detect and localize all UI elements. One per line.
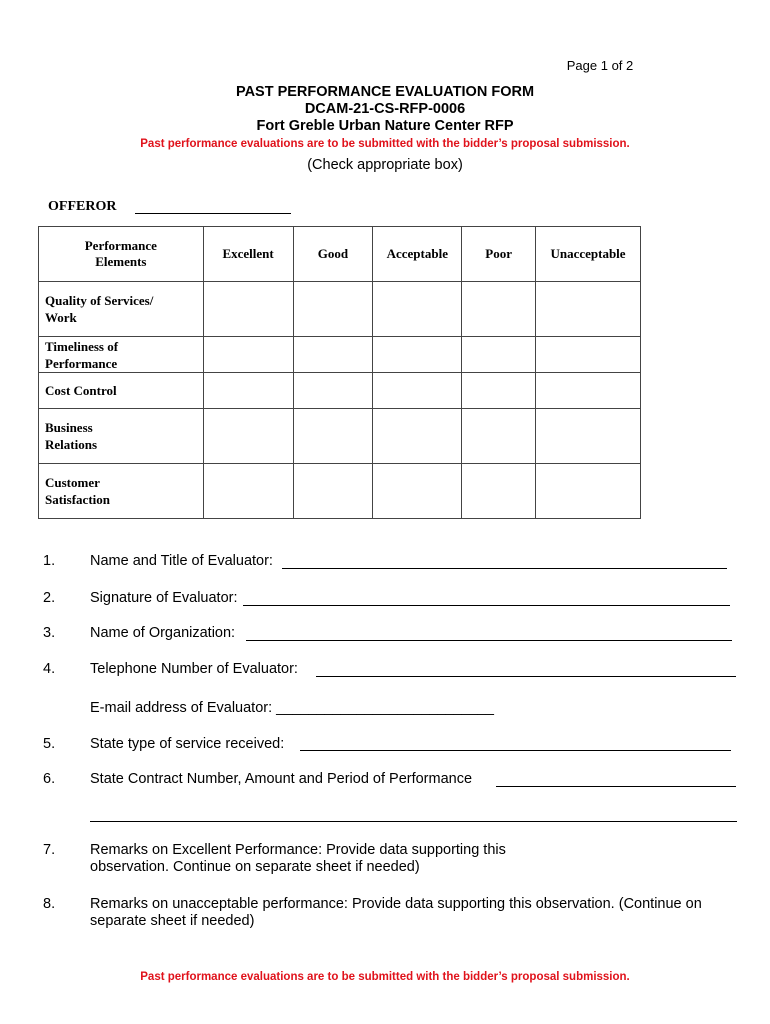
table-row	[39, 282, 641, 337]
header-good: Good	[293, 227, 373, 282]
item-number: 1.	[43, 553, 56, 569]
checkbox-cell[interactable]	[293, 282, 373, 337]
excellent-remarks-line1: Remarks on Excellent Performance: Provide data supporting this	[90, 842, 506, 858]
checkbox-cell[interactable]	[203, 409, 293, 464]
page-number: Page 1 of 2	[566, 58, 634, 73]
evaluator-name-label: Name and Title of Evaluator:	[90, 553, 273, 569]
submission-notice-top: Past performance evaluations are to be submitted with the bidder’s proposal submission.	[140, 138, 630, 150]
table-header-row	[39, 227, 641, 282]
header-poor: Poor	[462, 227, 536, 282]
evaluator-signature-field[interactable]	[243, 605, 730, 606]
header-performance-line2: Elements	[95, 254, 147, 269]
table-row	[39, 464, 641, 519]
evaluation-table	[38, 226, 641, 519]
excellent-remarks-line2: observation. Continue on separate sheet if needed)	[90, 859, 420, 875]
checkbox-cell[interactable]	[536, 337, 641, 373]
evaluator-phone-label: Telephone Number of Evaluator:	[90, 661, 298, 677]
table-row	[39, 409, 641, 464]
checkbox-cell[interactable]	[203, 337, 293, 373]
checkbox-cell[interactable]	[373, 337, 462, 373]
table-row	[39, 373, 641, 409]
contract-info-field-continued[interactable]	[90, 821, 737, 822]
header-unacceptable: Unacceptable	[536, 227, 641, 282]
organization-field[interactable]	[246, 640, 732, 641]
item-number: 8.	[43, 896, 56, 912]
row-label-line2: Relations	[45, 437, 97, 452]
checkbox-cell[interactable]	[373, 464, 462, 519]
service-type-field[interactable]	[300, 750, 731, 751]
checkbox-cell[interactable]	[536, 464, 641, 519]
evaluator-email-label[interactable]: E-mail address of Evaluator: ___________________________	[90, 700, 494, 716]
checkbox-cell[interactable]	[203, 464, 293, 519]
row-label-line2: Satisfaction	[45, 492, 110, 507]
row-label-timeliness	[39, 337, 204, 373]
evaluator-phone-field[interactable]	[316, 676, 736, 677]
row-label-line1: Quality of Services/	[45, 293, 154, 308]
evaluator-signature-label: Signature of Evaluator:	[90, 590, 238, 606]
row-label-quality	[39, 282, 204, 337]
row-label-customer	[39, 464, 204, 519]
item-number: 7.	[43, 842, 56, 858]
submission-notice-bottom: Past performance evaluations are to be submitted with the bidder’s proposal submission.	[140, 971, 630, 983]
item-number: 6.	[43, 771, 56, 787]
checkbox-cell[interactable]	[293, 409, 373, 464]
checkbox-cell[interactable]	[536, 373, 641, 409]
rfp-number: DCAM-21-CS-RFP-0006	[304, 101, 466, 117]
form-title: PAST PERFORMANCE EVALUATION FORM	[235, 84, 535, 100]
unacceptable-remarks-line2: separate sheet if needed)	[90, 913, 255, 929]
checkbox-cell[interactable]	[536, 409, 641, 464]
row-label-line1: Cost Control	[45, 383, 117, 398]
checkbox-cell[interactable]	[293, 464, 373, 519]
checkbox-cell[interactable]	[462, 409, 536, 464]
organization-label: Name of Organization:	[90, 625, 236, 641]
checkbox-cell[interactable]	[203, 373, 293, 409]
row-label-line1: Timeliness of	[45, 338, 119, 354]
row-label-line1: Customer	[45, 475, 100, 490]
check-instruction: (Check appropriate box)	[307, 157, 463, 173]
item-number: 4.	[43, 661, 56, 677]
checkbox-cell[interactable]	[462, 282, 536, 337]
item-number: 3.	[43, 625, 56, 641]
item-number: 5.	[43, 736, 56, 752]
row-label-business	[39, 409, 204, 464]
unacceptable-remarks-line1: Remarks on unacceptable performance: Provide data supporting this observation. (Continue on	[90, 896, 702, 912]
offeror-label: OFFEROR	[48, 199, 117, 214]
checkbox-cell[interactable]	[373, 373, 462, 409]
header-excellent: Excellent	[203, 227, 293, 282]
checkbox-cell[interactable]	[462, 464, 536, 519]
evaluator-name-field[interactable]	[282, 568, 727, 569]
checkbox-cell[interactable]	[373, 409, 462, 464]
row-label-line1: Business	[45, 420, 93, 435]
checkbox-cell[interactable]	[462, 337, 536, 373]
row-label-line2: Performance	[45, 355, 118, 371]
header-performance-line1: Performance	[84, 238, 157, 253]
project-name: Fort Greble Urban Nature Center RFP	[256, 118, 514, 134]
row-label-line2: Work	[45, 310, 77, 325]
header-performance-elements	[39, 227, 204, 282]
row-label-cost-control	[39, 373, 204, 409]
checkbox-cell[interactable]	[293, 373, 373, 409]
checkbox-cell[interactable]	[462, 373, 536, 409]
item-number: 2.	[43, 590, 56, 606]
contract-info-field[interactable]	[496, 786, 736, 787]
table-row	[39, 337, 641, 373]
offeror-field[interactable]	[135, 213, 291, 214]
checkbox-cell[interactable]	[373, 282, 462, 337]
checkbox-cell[interactable]	[293, 337, 373, 373]
checkbox-cell[interactable]	[536, 282, 641, 337]
header-acceptable: Acceptable	[373, 227, 462, 282]
checkbox-cell[interactable]	[203, 282, 293, 337]
service-type-label: State type of service received:	[90, 736, 285, 752]
contract-info-label: State Contract Number, Amount and Period of Performance	[90, 771, 473, 787]
